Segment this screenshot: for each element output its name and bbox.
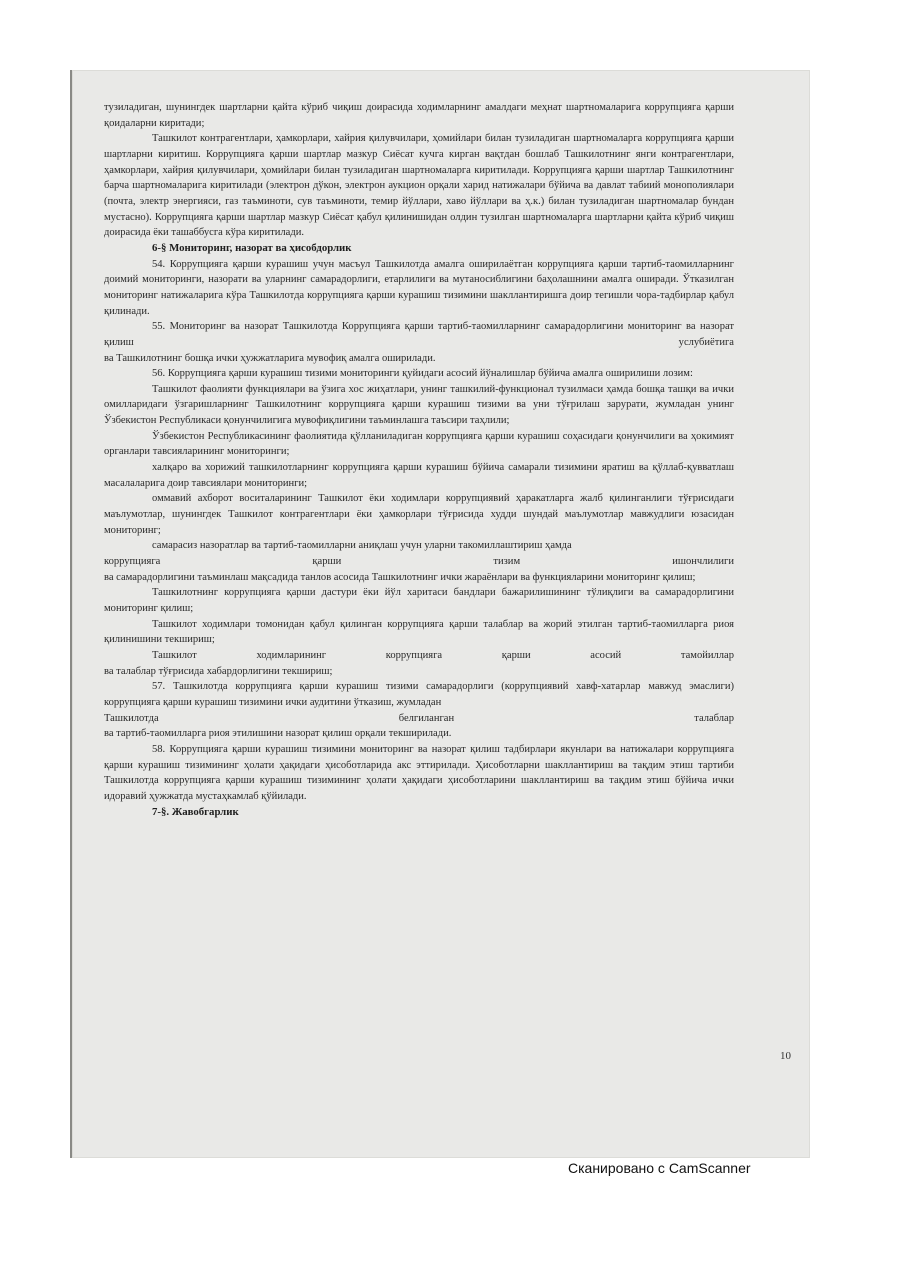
paragraph: 58. Коррупцияга қарши курашиш тизимини мониторинг ва назорат қилиш тадбирлари якунлари ва натижалари коррупцияга қарши курашиш тизимининг ҳолати ҳақидаги ҳисоботларида акс эттирилади. Ҳисоботларни шакллантириш ва тақдим этиш тартиби Ташкилотда коррупцияга қарши курашиш тизимининг ҳолати ҳақидаги ҳисоботларини шакллантириш ва тақдим этиш бўйича ички идоравий ҳужжатда мустаҳкамлаб қўйилади. — [104, 743, 734, 802]
page-number: 10 — [780, 1050, 791, 1062]
paragraph: 55. Мониторинг ва назорат Ташкилотда Коррупцияга қарши тартиб-таомилларнинг самарадорлигини мониторинг ва назорат қилиш услубиётига — [104, 321, 734, 348]
paragraph: Ташкилот ходимларининг коррупцияга қарши асосий тамойиллар — [152, 649, 734, 661]
paragraph: Ўзбекистон Республикасининг фаолиятида қўлланиладиган коррупцияга қарши курашиш соҳасидаги қонунчилиги ва ҳокимият органлари тавсияларининг мониторинги; — [104, 430, 734, 458]
paragraph: ва Ташкилотнинг бошқа ички ҳужжатларига мувофиқ амалга оширилади. — [104, 352, 436, 364]
paragraph: коррупцияга қарши тизим ишончлилиги — [104, 556, 734, 568]
paragraph: ва самарадорлигини таъминлаш мақсадида танлов асосида Ташкилотнинг ички жараёнлари ва функцияларини мониторинг қилиш; — [104, 571, 696, 583]
paragraph: тузиладиган, шунингдек шартларни қайта кўриб чиқиш доирасида ходимларнинг амалдаги меҳнат шартномаларига коррупцияга қарши қоидаларни киритади; — [104, 102, 734, 129]
paragraph: ва талаблар тўғрисида хабардорлигини текшириш; — [104, 665, 333, 677]
paragraph: Ташкилотнинг коррупцияга қарши дастури ёки йўл харитаси бандлари бажарилишининг тўлиқлиги ва самарадорлигини мониторинг қилиш; — [104, 587, 734, 614]
paragraph: Ташкилотда белгиланган талаблар — [104, 712, 734, 724]
paragraph: ва тартиб-таомилларга риоя этилишини назорат қилиш орқали текширилади. — [104, 728, 452, 740]
paragraph: самарасиз назоратлар ва тартиб-таомилларни аниқлаш учун уларни такомиллаштириш ҳамда — [152, 540, 572, 552]
paragraph: Ташкилот ходимлари томонидан қабул қилинган коррупцияга қарши талаблар ва жорий этилган тартиб-таомилларга риоя қилинишини текшириш; — [104, 618, 734, 646]
paragraph: 57. Ташкилотда коррупцияга қарши курашиш тизими самарадорлиги (коррупциявий хавф-хатарлар мавжуд эмаслиги) коррупцияга қарши курашиш тизимини ички аудитини ўтказиш, жумладан — [104, 681, 734, 708]
document-body — [104, 100, 734, 820]
paragraph: 54. Коррупцияга қарши курашиш учун масъул Ташкилотда амалга оширилаётган коррупцияга қарши тартиб-таомилларнинг доимий мониторинги, назорати ва уларнинг самарадорлиги, етарлилиги ва мутаносиблигини баҳолашнини амалга оширади. Ўтказилган мониторинг натижаларига кўра Ташкилотда коррупцияга қарши курашиш тизимини шакллантиришга доир тегишли чора-тадбирлар қабул қилинади. — [104, 258, 734, 317]
paragraph: халқаро ва хорижий ташкилотларнинг коррупцияга қарши курашиш бўйича самарали тизимини яратиш ва қўллаб-қувватлаш масалаларига доир тавсиялари мониторинги; — [104, 462, 734, 489]
paragraph: 56. Коррупцияга қарши курашиш тизими мониторинги қуйидаги асосий йўналишлар бўйича амалга оширилиши лозим: — [152, 368, 693, 380]
section-heading: 6-§ Мониторинг, назорат ва ҳисобдорлик — [152, 241, 352, 254]
paragraph: Ташкилот контрагентлари, ҳамкорлари, хайрия қилувчилари, ҳомийлари билан тузиладиган шартномаларга коррупцияга қарши шартларни киритиш. Коррупцияга қарши шартлар мазкур Сиёсат кучга кирган вақтдан бошлаб Ташкилотнинг янги контрагентлари, ҳамкорлари, хайрия қилувчилари, ҳомийлари билан тузиладиган шартномаларга киритилади. Коррупцияга қарши шартлар Ташкилотнинг барча шартномаларига киритилади (электрон дўкон, электрон аукцион орқали харид натижалари бўйича ва давлат табиий монополиялари (почта, электр энергияси, газ таъминоти, сув таъминоти, темир йўллари, хаво йўллари ва ҳ.к.) билан тузиладиган шартномалар бундан мустасно). Коррупцияга қарши шартлар мазкур Сиёсат қабул қилинишидан олдин тузилган шартномаларга шартларни қайта кўриб чиқиш доирасида ёки ташаббусга кўра киритилади. — [104, 133, 734, 239]
paragraph: оммавий ахборот воситаларининг Ташкилот ёки ходимлари коррупциявий ҳаракатларга жалб қилинганлиги тўғрисидаги маълумотлар, шунингдек Ташкилот контрагентлари ёки ҳамкорлари тўғрисида худди шундай маълумотлар мавжудлиги юзасидан мониторинг; — [104, 493, 734, 536]
camscanner-watermark: Сканировано с CamScanner — [568, 1160, 751, 1176]
section-heading: 7-§. Жавобгарлик — [152, 805, 239, 818]
paragraph: Ташкилот фаолияти функциялари ва ўзига хос жиҳатлари, унинг ташкилий-функционал тузилмаси ҳамда бошқа ташқи ва ички омилларидаги ўзгаришларнинг Ташкилотнинг коррупцияга қарши курашиш тизими ва уни тўғрилаш зарурати, жумладан унинг Ўзбекистон Республикаси қонунчилигига мувофиқлигини таъминлашга таъсири таҳлили; — [104, 383, 734, 427]
